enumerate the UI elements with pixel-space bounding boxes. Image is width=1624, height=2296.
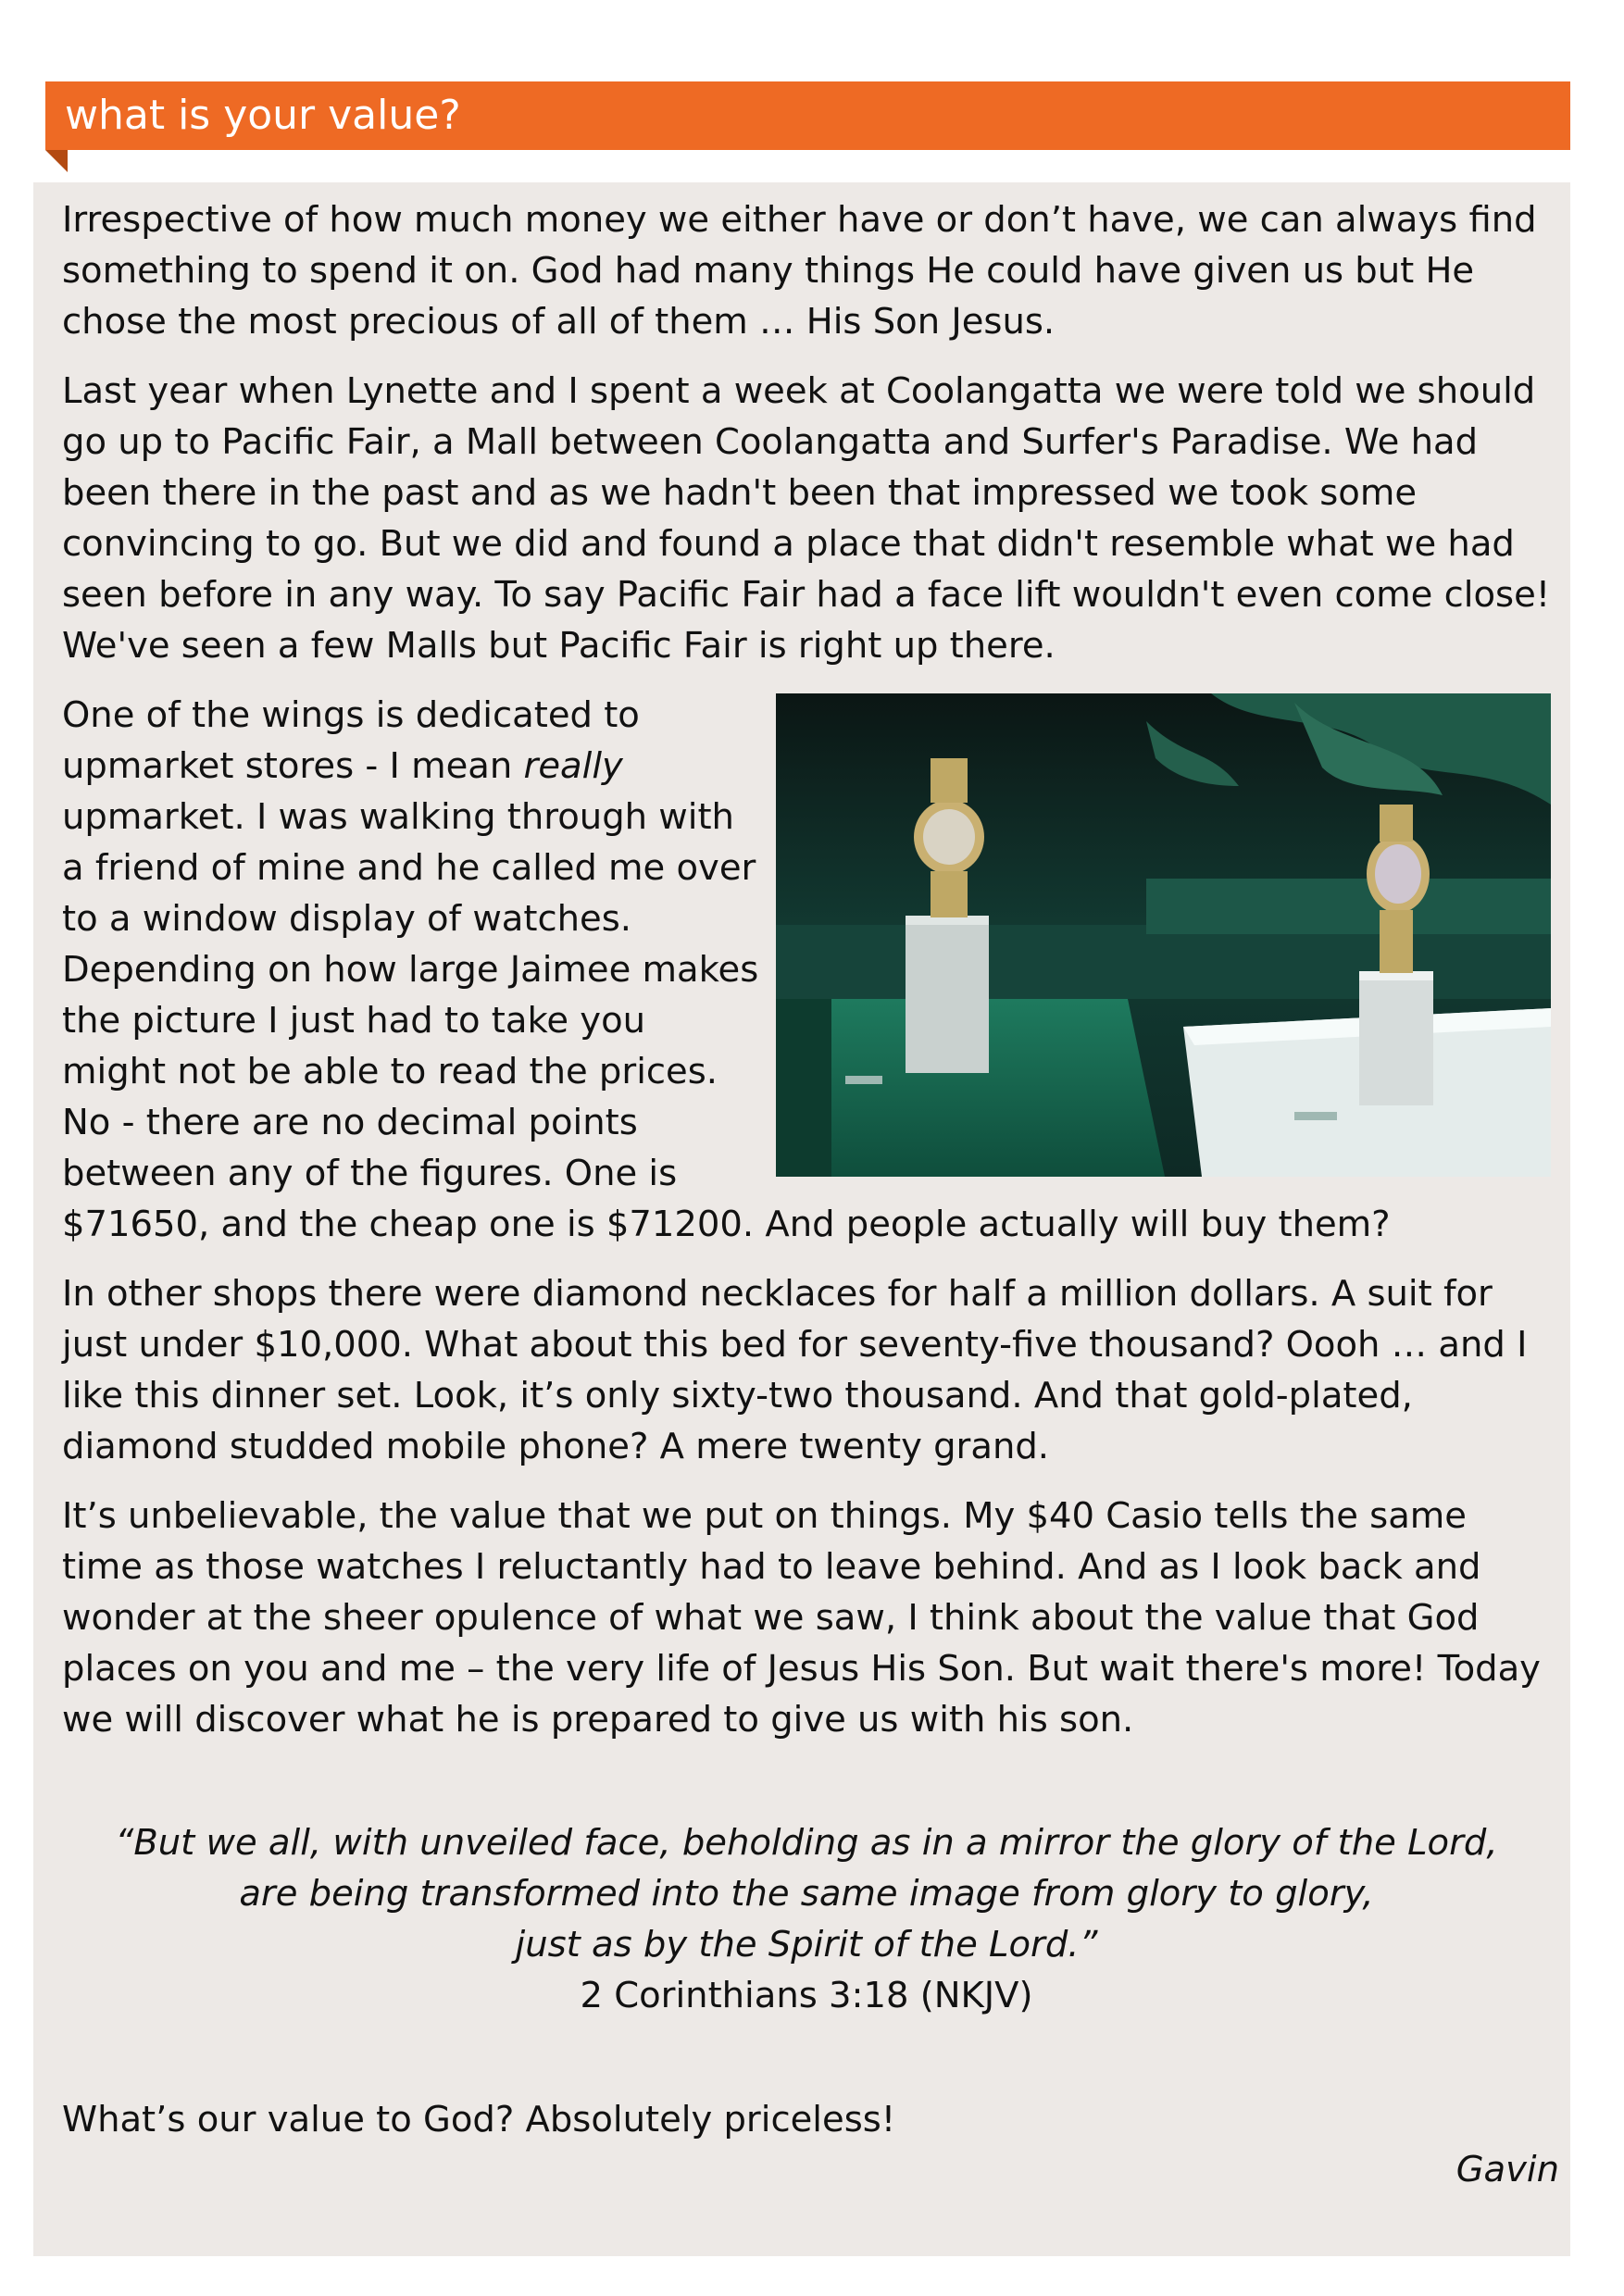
paragraph-watches-end: upmarket. I was walking through with a friend of mine and he called me over to a window display of watches. Depending on how large Jaimee makes the picture I just had to take you might not be able to read the prices. No - there are no decimal points between any of the figures. One is $71650, and the cheap one is $71200. And people actually will buy them? (62, 796, 1391, 1245)
banner-fold (45, 150, 68, 172)
quote-line-1: “But we all, with unveiled face, beholding as in a mirror the glory of the Lord, (115, 1822, 1498, 1864)
article-body (62, 194, 1551, 1764)
paragraph-value: It’s unbelievable, the value that we put on things. My $40 Casio tells the same time as those watches I reluctantly had to leave behind. And as I look back and wonder at the sheer opulence of what we saw, I think about the value that God places on you and me – the very life of Jesus His Son. But wait there's more! Today we will discover what he is prepared to give us with his son. (62, 1495, 1541, 1741)
author-signature: Gavin (1455, 2149, 1559, 2190)
quote-reference: 2 Corinthians 3:18 (NKJV) (580, 1975, 1033, 2016)
emphasis-really: really (523, 745, 623, 787)
page-title: what is your value? (65, 92, 461, 139)
watch-display-photo (776, 693, 1551, 1177)
quote-line-2: are being transformed into the same image from glory to glory, (239, 1873, 1374, 1915)
closing-line: What’s our value to God? Absolutely priceless! (62, 2099, 896, 2140)
paragraph-intro: Irrespective of how much money we either have or don’t have, we can always find something to spend it on. God had many things He could have given us but He chose the most precious of all of them … His Son Jesus. (62, 199, 1537, 343)
paragraph-watches-start: One of the wings is dedicated to upmarket stores - I mean (62, 694, 640, 787)
paragraph-pacific-fair: Last year when Lynette and I spent a week at Coolangatta we were told we should go up to Pacific Fair, a Mall between Coolangatta and Surfer's Paradise. We had been there in the past and as we hadn't been that impressed we took some convincing to go. But we did and found a place that didn't resemble what we had seen before in any way. To say Pacific Fair had a face lift wouldn't even come close! We've seen a few Malls but Pacific Fair is right up there. (62, 370, 1551, 667)
scripture-quote (62, 1817, 1551, 2021)
quote-line-3: just as by the Spirit of the Lord.” (515, 1924, 1098, 1965)
paragraph-other-shops: In other shops there were diamond necklaces for half a million dollars. A suit for just under $10,000. What about this bed for seventy-five thousand? Oooh … and I like this dinner set. Look, it’s only sixty-two thousand. And that gold-plated, diamond studded mobile phone? A mere twenty grand. (62, 1273, 1528, 1467)
